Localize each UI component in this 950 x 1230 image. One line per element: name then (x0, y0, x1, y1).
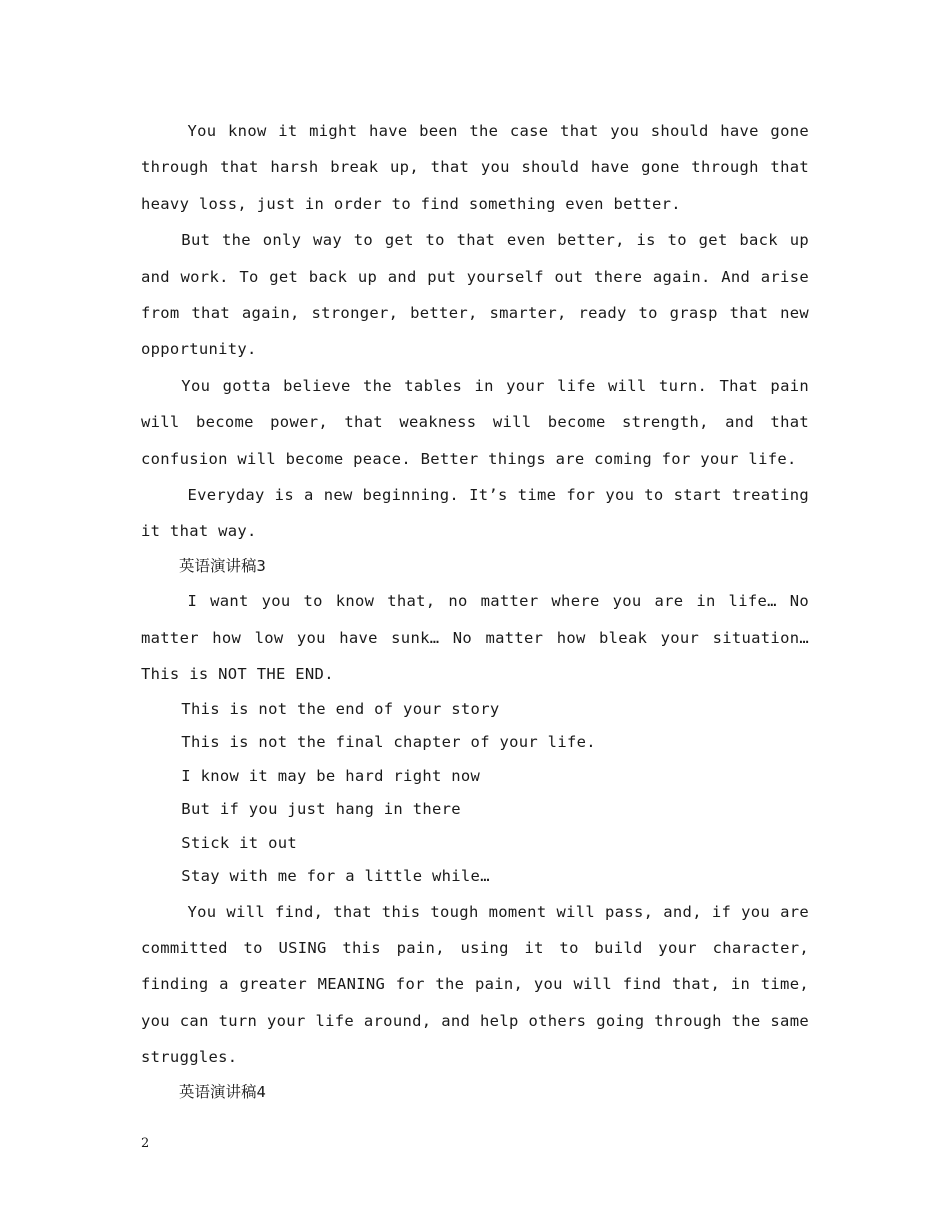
paragraph-not-the-end: I want you to know that, no matter where you are in life… No matter how low you have sunk… No matter how bleak your situation… This is NOT THE END. (141, 592, 809, 684)
paragraph-get-back-up: But the only way to get to that even better, is to get back up and work. To get back up and put yourself out there again. And arise from that again, stronger, better, smarter, ready to grasp that new opportunity. (141, 231, 809, 359)
page-number: 2 (141, 1136, 150, 1151)
section-heading-speech-3: 英语演讲稿3 (178, 556, 266, 575)
document-body (141, 113, 809, 1109)
speech-line: But if you just hang in there (181, 800, 461, 819)
speech-line: This is not the final chapter of your life. (181, 733, 596, 752)
speech-line: This is not the end of your story (181, 699, 500, 718)
speech-line: Stay with me for a little while… (181, 867, 490, 886)
section-heading-speech-4: 英语演讲稿4 (178, 1082, 266, 1101)
paragraph-break-up: You know it might have been the case that you should have gone through that harsh break up, that you should have gone through that heavy loss, just in order to find something even better. (141, 122, 809, 213)
paragraph-new-beginning: Everyday is a new beginning. It’s time for you to start treating it that way. (141, 486, 809, 541)
paragraph-tables-turn: You gotta believe the tables in your life will turn. That pain will become power, that weakness will become strength, and that confusion will become peace. Better things are coming for your life. (141, 376, 809, 468)
speech-line: Stick it out (181, 833, 297, 852)
paragraph-tough-moment: You will find, that this tough moment will pass, and, if you are committed to USING this pain, using it to build your character, finding a greater MEANING for the pain, you will find that, in time, you can turn your life around, and help others going through the same struggles. (141, 902, 809, 1067)
speech-line: I know it may be hard right now (181, 766, 481, 785)
